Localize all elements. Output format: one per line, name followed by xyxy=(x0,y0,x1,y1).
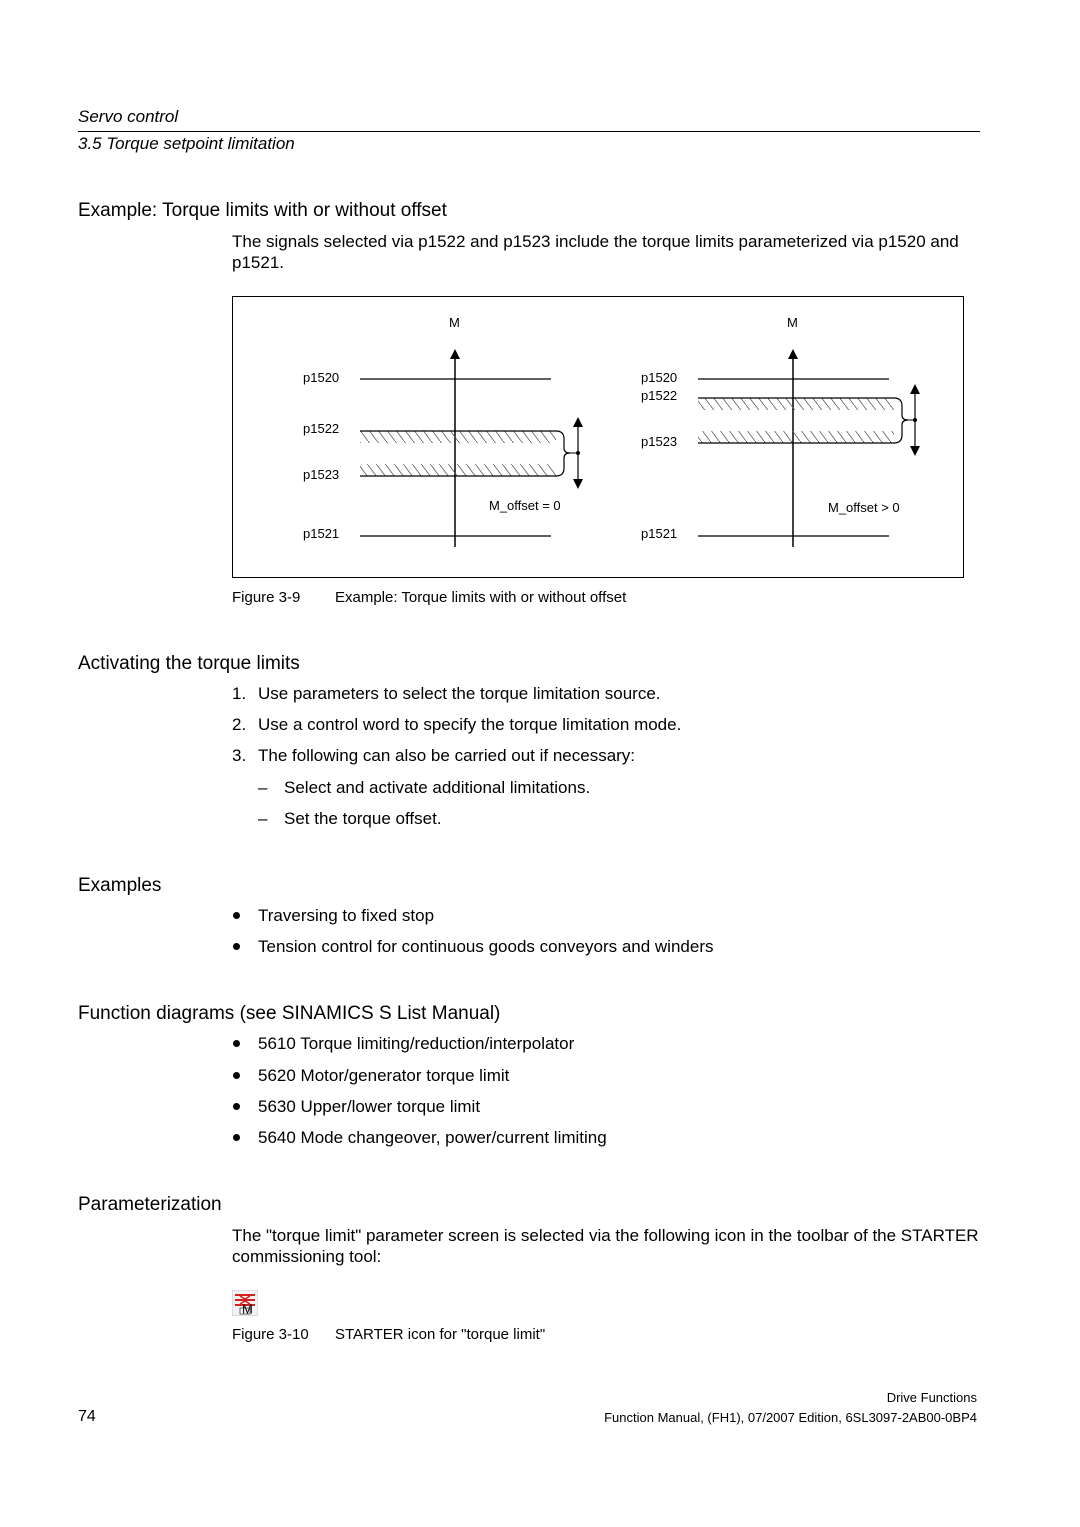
right-label-p1520: p1520 xyxy=(641,370,678,385)
bullet-text: 5640 Mode changeover, power/current limiting xyxy=(258,1128,607,1147)
bullet-text: 5620 Motor/generator torque limit xyxy=(258,1066,510,1085)
step-text: Use parameters to select the torque limitation source. xyxy=(258,684,661,703)
bullet-icon xyxy=(233,1134,240,1141)
step-number: 2. xyxy=(232,715,247,734)
right-axis-arrowhead xyxy=(788,349,798,359)
header-chapter: Servo control xyxy=(78,107,179,126)
header-section: 3.5 Torque setpoint limitation xyxy=(78,134,295,153)
page-number: 74 xyxy=(78,1408,96,1425)
footer-title: Drive Functions xyxy=(886,1390,977,1405)
left-offset-label: M_offset = 0 xyxy=(489,498,561,513)
bullet-text: 5630 Upper/lower torque limit xyxy=(258,1097,481,1116)
right-hatch-p1523 xyxy=(698,431,894,443)
right-diagram xyxy=(641,315,920,547)
example-paragraph: The signals selected via p1522 and p1523 include the torque limits parameterized via p1520 and p1521. xyxy=(232,232,959,272)
left-diagram xyxy=(303,315,583,547)
bullet-text: 5610 Torque limiting/reduction/interpolator xyxy=(258,1034,575,1053)
example-heading: Example: Torque limits with or without offset xyxy=(78,200,447,221)
substep-text: Set the torque offset. xyxy=(284,809,442,828)
right-label-p1522: p1522 xyxy=(641,388,678,403)
parameterization-heading: Parameterization xyxy=(78,1194,222,1215)
substep-dash: – xyxy=(258,809,268,828)
torque-limits-diagram xyxy=(233,297,963,577)
step-number: 1. xyxy=(232,684,247,703)
left-label-p1523: p1523 xyxy=(303,467,340,482)
left-label-p1521: p1521 xyxy=(303,526,340,541)
bullet-icon xyxy=(233,1040,240,1047)
step-text: The following can also be carried out if necessary: xyxy=(258,746,636,765)
bullet-icon xyxy=(233,912,240,919)
function-diagrams-heading: Function diagrams (see SINAMICS S List Manual) xyxy=(78,1003,501,1024)
figure-10-label: Figure 3-10 xyxy=(232,1326,309,1343)
header-rule xyxy=(78,131,980,132)
footer-subtitle: Function Manual, (FH1), 07/2007 Edition, 6SL3097-2AB00-0BP4 xyxy=(604,1410,977,1425)
figure-9-caption: Example: Torque limits with or without offset xyxy=(335,589,627,606)
left-brace xyxy=(556,431,570,476)
examples-heading: Examples xyxy=(78,875,162,896)
left-axis-arrowhead xyxy=(450,349,460,359)
right-label-p1523: p1523 xyxy=(641,434,678,449)
bullet-text: Traversing to fixed stop xyxy=(258,906,435,925)
left-label-p1522: p1522 xyxy=(303,421,340,436)
substep-text: Select and activate additional limitations. xyxy=(284,778,591,797)
bullet-icon xyxy=(233,1103,240,1110)
torque-limit-icon xyxy=(232,1290,258,1316)
figure-10-caption: STARTER icon for "torque limit" xyxy=(335,1326,546,1343)
torque-limits-figure xyxy=(232,296,964,578)
parameterization-paragraph: The "torque limit" parameter screen is selected via the following icon in the toolbar of the STARTER commissioning tool: xyxy=(232,1226,979,1266)
right-label-p1521: p1521 xyxy=(641,526,678,541)
bullet-icon xyxy=(233,943,240,950)
left-axis-label: M xyxy=(449,315,460,330)
left-hatch-p1522 xyxy=(360,431,556,443)
right-axis-label: M xyxy=(787,315,798,330)
figure-9-label: Figure 3-9 xyxy=(232,589,301,606)
step-text: Use a control word to specify the torque limitation mode. xyxy=(258,715,682,734)
activating-heading: Activating the torque limits xyxy=(78,653,300,674)
right-brace xyxy=(894,398,908,443)
left-label-p1520: p1520 xyxy=(303,370,340,385)
substep-dash: – xyxy=(258,778,268,797)
bullet-text: Tension control for continuous goods conveyors and winders xyxy=(258,937,714,956)
svg-text:M: M xyxy=(242,1301,253,1316)
step-number: 3. xyxy=(232,746,247,765)
bullet-icon xyxy=(233,1072,240,1079)
right-offset-label: M_offset > 0 xyxy=(828,500,900,515)
right-hatch-p1522 xyxy=(698,398,894,410)
left-hatch-p1523 xyxy=(360,464,556,476)
